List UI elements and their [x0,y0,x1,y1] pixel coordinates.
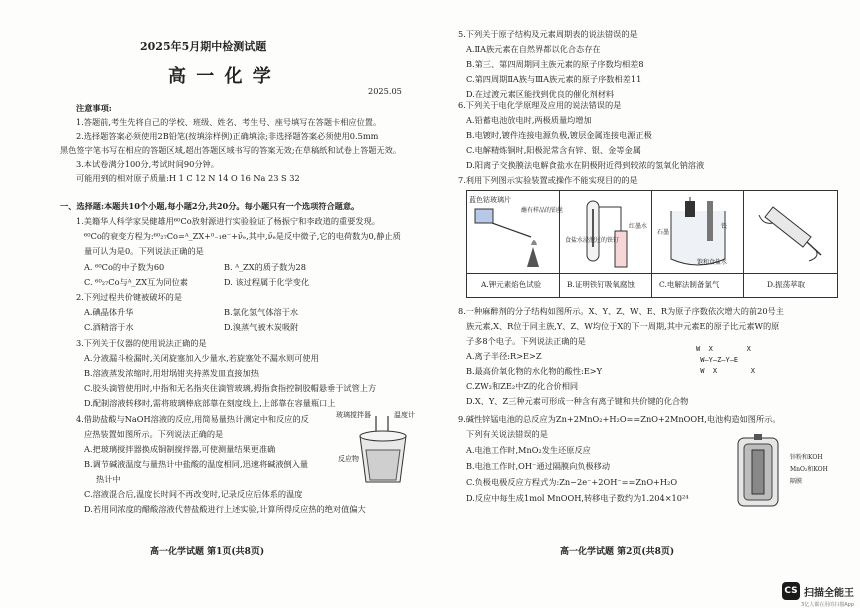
option-d: D.在过渡元素区能找到优良的催化剂材料 [466,89,615,99]
notice-line: 2.选择题答案必须使用2B铅笔(按填涂样例)正确填涂;非选择题答案必须使用0.5mm [76,131,379,141]
calorimeter-figure [336,410,426,490]
option-c: C.ZW₂和ZE₂中Z的化合价相同 [466,381,579,391]
label-brine: 饱和食盐水 [697,259,728,266]
question-8-line: 族元素,X、R位于同主族,Y、Z、W均位于X的下一周期,其中元素E的原子比元素W的原 [466,321,780,331]
option-a: A.碘晶体升华 [84,307,134,317]
notice-line: 3.本试卷满分100分,考试时间90分钟。 [76,159,219,169]
label-separator: 隔膜 [790,478,803,485]
option-b: B.第三、第四周期同主族元素的原子序数均相差8 [466,59,644,69]
question-1-line: ⁶⁰Co的衰变方程为:⁶⁰₂₇Co=ᴬ_ZX+⁰₋₁e⁻+ν̄ₑ,其中,ν̄ₑ是反中微子,它的电荷数为0,静止质 [84,231,401,241]
question-4-line: 4.借助盐酸与NaOH溶液的反应,用简易量热计测定中和反应的反 [76,414,309,424]
option-d: D.溴蒸气被木炭吸附 [224,322,299,332]
section-heading: 一、选择题:本题共10个小题,每小题2分,共20分。每小题只有一个选项符合题意。 [60,201,360,211]
label-mno2-koh: MnO₂和KOH [790,466,828,473]
option-d: D.配制溶液转移时,需将玻璃棒底部靠在刻度线上,上部靠在容量瓶口上 [84,398,336,408]
camscanner-name: 扫描全能王 [804,587,854,599]
caption-b: B.证明铁钉吸氧腐蚀 [567,280,635,289]
label-graphite: 石墨 [657,229,670,236]
option-a: A.铅蓄电池放电时,两极质量均增加 [466,115,592,125]
option-a: A.电池工作时,MnO₂发生还原反应 [466,445,591,455]
option-a: A.离子半径:R>E>Z [466,351,542,361]
atomic-mass-line: 可能用到的相对原子质量:H 1 C 12 N 14 O 16 Na 23 S 32 [76,173,300,183]
question-4-line: 应热装置如图所示。下列说法正确的是 [84,429,224,439]
option-a: A.把玻璃搅拌器换成铜制搅拌器,可使测量结果更准确 [84,444,276,454]
exam-page-2 [430,0,860,608]
notice-line: 1.答题前,考生先将自己的学校、班级、姓名、考生号、座号填写在答题卡相应位置。 [76,117,382,127]
question-6: 6.下列关于电化学原理及应用的说法错误的是 [458,100,622,110]
label-red-ink: 红墨水 [629,223,648,230]
caption-d: D.振荡萃取 [767,280,806,289]
option-c: C.溶液混合后,温度长时间不再改变时,记录反应后体系的温度 [84,489,303,499]
label-cobalt-glass: 蓝色钴玻璃片 [469,196,511,204]
separatory-funnel-diagram [749,197,833,271]
label-soaked-nail: 食盐水浸泡过的铁钉 [565,237,620,244]
option-b: B.氯化氢气体溶于水 [224,307,299,317]
option-a: A. ⁶⁰Co的中子数为60 [84,262,165,272]
label-thermometer: 温度计 [394,411,415,419]
label-platinum-wire: 蘸有样品的铂丝 [521,207,564,214]
exam-title: 2025年5月期中检测试题 [140,40,267,53]
option-d: D.若用同浓度的醋酸溶液代替盐酸进行上述实验,计算所得反应热的绝对值偏大 [84,504,366,514]
option-b-cont: 热计中 [96,474,121,484]
question-8-line: 子多8个电子。下列说法正确的是 [466,336,586,346]
caption-a: A.钾元素焰色试验 [481,280,542,289]
option-c: C.第四周期ⅡA族与ⅢA族元素的原子序数相差11 [466,74,642,84]
question-1-line: 1.美籍华人科学家吴健雄用⁶⁰Co放射源进行实验验证了杨振宁和李政道的重要发现。 [76,216,380,226]
option-d: D.X、Y、Z三种元素可形成一种含有离子键和共价键的化合物 [466,396,689,406]
option-c: C.负极电极反应方程式为:Zn−2e⁻+2OH⁻==ZnO+H₂O [466,477,678,487]
oxygen-corrosion-diagram [563,197,649,271]
page-footer: 高一化学试题 第2页(共8页) [560,547,675,557]
question-3: 3.下列关于仪器的使用说法正确的是 [76,338,207,348]
option-a: A.ⅡA族元素在自然界都以化合态存在 [466,44,601,54]
notice-line: 黑色签字笔书写在相应的答题区域,超出答题区域书写的答案无效;在草稿纸和试卷上答题无效。 [60,145,402,155]
option-b: B.溶液蒸发浓缩时,用坩埚钳夹持蒸发皿直接加热 [84,368,259,378]
option-b: B.最高价氧化物的水化物的酸性:E>Y [466,366,603,376]
option-a: A.分液漏斗检漏时,关闭旋塞加入少量水,若旋塞处不漏水则可使用 [84,353,319,363]
zinc-manganese-battery-diagram [730,432,790,512]
question-7: 7.利用下列图示实验装置或操作不能实现目的的是 [458,175,638,185]
question-2: 2.下列过程共价键被破坏的是 [76,292,183,302]
notice-heading: 注意事项: [76,103,112,113]
caption-c: C.电解法制备氯气 [659,280,720,289]
option-b: B.电镀时,镀件连接电源负极,镀层金属连接电源正极 [466,130,652,140]
camscanner-badge [782,582,854,600]
option-c: C.胶头滴管使用时,中指和无名指夹住滴管玻璃,拇指食指控制胶帽悬垂于试管上方 [84,383,377,393]
label-zinc-koh: 锌粉和KOH [790,454,823,461]
molecule-structure: W X X W—Y—Z—Y—E W X X [696,345,756,375]
option-c: C.电解精炼铜时,阳极泥常含有锌、银、金等金属 [466,145,641,155]
page-footer: 高一化学试题 第1页(共8页) [150,547,265,557]
option-b: B. ᴬ_ZX的质子数为28 [224,262,306,272]
calorimeter-diagram [336,410,426,490]
question-9-line: 9.碱性锌锰电池的总反应为Zn+2MnO₂+H₂O==ZnO+2MnOOH,电池构造如图所示。 [458,414,781,424]
camscanner-tagline: 3亿人都在用的扫描App [801,602,854,608]
option-d: D.反应中每生成1mol MnOOH,转移电子数约为1.204×10²⁴ [466,493,689,503]
option-c: C.酒精溶于水 [84,322,134,332]
q7-apparatus-table [466,190,838,298]
label-glass-stirrer: 玻璃搅拌器 [336,411,371,419]
battery-figure [730,432,850,512]
question-1-line: 量可认为是0。下列说法正确的是 [84,246,204,256]
subject-title: 高 一 化 学 [168,66,273,87]
option-b: B.电池工作时,OH⁻通过隔膜向负极移动 [466,461,611,471]
option-d: D. 该过程属于化学变化 [224,277,310,287]
question-5: 5.下列关于原子结构及元素周期表的说法错误的是 [458,29,638,39]
question-9-line: 下列有关说法错误的是 [466,429,548,439]
option-d: D.阳离子交换膜法电解食盐水在阴极附近得到较浓的氢氧化钠溶液 [466,160,705,170]
option-c: C. ⁶⁰₂₇Co与ᴬ_ZX互为同位素 [84,277,188,287]
question-8-line: 8.一种麻醉剂的分子结构如图所示。X、Y、Z、W、E、R为原子序数依次增大的前20号主 [458,306,784,316]
camscanner-logo-icon: CS [782,582,800,600]
option-b: B.调节碱液温度与量热计中盐酸的温度相同,迅速将碱液倒入量 [84,459,309,469]
label-reactant: 反应物 [338,455,359,463]
label-iron: 铁 [721,223,728,230]
exam-date: 2025.05 [368,86,402,96]
